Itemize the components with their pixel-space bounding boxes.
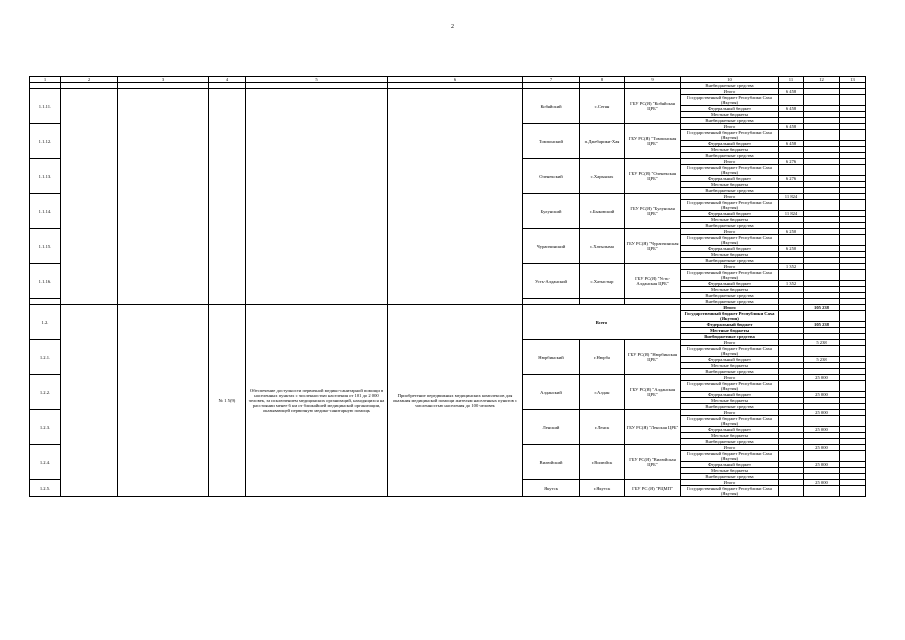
empty-cell [840, 270, 866, 281]
budget-source-label: Федеральный бюджет [681, 357, 779, 363]
budget-source-label: Итого [681, 229, 779, 235]
budget-source-label: Местные бюджеты [681, 328, 779, 334]
amount-cell [779, 165, 804, 176]
budget-source-label: Федеральный бюджет [681, 462, 779, 468]
column-header: 5 [246, 77, 388, 83]
empty-cell [246, 89, 388, 305]
organization-name: ГБУ РС(Я) "Нюрбинская ЦРБ" [625, 340, 681, 375]
empty-cell [840, 451, 866, 462]
amount-cell: 25 000 [804, 392, 840, 398]
budget-source-label: Государственный бюджет Республики Саха (Якутия) [681, 95, 779, 106]
section-id: 1.2. [30, 305, 61, 340]
budget-source-label: Федеральный бюджет [681, 281, 779, 287]
budget-source-label: Итого [681, 305, 779, 311]
amount-cell: 6 458 [779, 124, 804, 130]
total-amount [804, 311, 840, 322]
empty-cell [118, 305, 209, 497]
amount-cell: 25 000 [804, 427, 840, 433]
organization-name: ГБУ РС(Я) "Булунская ЦРБ" [625, 194, 681, 229]
column-header: 10 [681, 77, 779, 83]
district-name: Нюрбинский [523, 340, 580, 375]
district-name: Алданский [523, 375, 580, 410]
amount-cell [804, 486, 840, 497]
amount-cell: 25 000 [804, 410, 840, 416]
locality-name: п.Джебарики-Хая [580, 124, 625, 159]
page-number: 2 [451, 24, 454, 30]
organization-name: ГБУ РС(Я) "Кобяйская ЦРБ" [625, 89, 681, 124]
column-header: 9 [625, 77, 681, 83]
empty-cell [840, 381, 866, 392]
empty-cell [840, 130, 866, 141]
budget-source-label: Итого [681, 445, 779, 451]
column-header: 7 [523, 77, 580, 83]
budget-source-label: Федеральный бюджет [681, 141, 779, 147]
budget-source-label: Государственный бюджет Республики Саха (Якутия) [681, 346, 779, 357]
budget-source-label: Итого [681, 340, 779, 346]
budget-source-label: Федеральный бюджет [681, 322, 779, 328]
amount-cell: 25 000 [804, 375, 840, 381]
amount-cell [779, 200, 804, 211]
budget-source-label: Итого [681, 124, 779, 130]
empty-cell [840, 311, 866, 322]
amount-cell: 6 250 [779, 246, 804, 252]
budget-source-label: Местные бюджеты [681, 433, 779, 439]
budget-source-label: Итого [681, 89, 779, 95]
organization-name: ГБУ РС(Я) "Вилюйская ЦРБ" [625, 445, 681, 480]
budget-source-label: Внебюджетные средства [681, 369, 779, 375]
budget-source-label: Местные бюджеты [681, 363, 779, 369]
empty-cell [840, 235, 866, 246]
budget-source-label: Государственный бюджет Республики Саха (Якутия) [681, 451, 779, 462]
empty-cell [779, 311, 804, 322]
empty-cell [804, 165, 840, 176]
amount-cell: 5 238 [804, 340, 840, 346]
column-header: 3 [118, 77, 209, 83]
locality-name: г.Якутск [580, 480, 625, 497]
amount-cell: 6 458 [779, 89, 804, 95]
budget-source-label: Местные бюджеты [681, 182, 779, 188]
item-id: 1.2.2. [30, 375, 61, 410]
locality-name: с.Быковский [580, 194, 625, 229]
budget-source-label: Внебюджетные средства [681, 404, 779, 410]
budget-source-label: Внебюджетные средства [681, 83, 779, 89]
budget-table [29, 76, 866, 497]
measure-description: Обеспечение доступности первичной медико-санитарной помощи в населенных пунктах с численностью населения от 101 до 2 000 человек, за исключением медицинских организаций, находящихся на расстоянии менее 6 км от ближайшей медицинской организации, оказывающей первичную медико-санитарную помощь [246, 305, 388, 497]
empty-cell [840, 486, 866, 497]
amount-cell [779, 95, 804, 106]
empty-cell [779, 346, 804, 357]
district-name: Якутск [523, 480, 580, 497]
locality-name: г.Нюрба [580, 340, 625, 375]
budget-source-label: Итого [681, 375, 779, 381]
total-amount: 105 238 [804, 322, 840, 328]
budget-source-label: Итого [681, 159, 779, 165]
budget-source-label: Местные бюджеты [681, 287, 779, 293]
empty-cell [118, 89, 209, 305]
item-id: 1.1.11. [30, 89, 61, 124]
item-id: 1.1.12. [30, 124, 61, 159]
amount-cell: 6 276 [779, 176, 804, 182]
item-id: 1.1.13. [30, 159, 61, 194]
district-name: Вилюйский [523, 445, 580, 480]
item-id: 1.1.16. [30, 264, 61, 299]
item-id: 1.2.3. [30, 410, 61, 445]
measure-ref: № 1 5(9) [209, 305, 246, 497]
amount-cell [804, 451, 840, 462]
amount-cell: 6 250 [779, 229, 804, 235]
organization-name: ГБУ РС(Я) "Оленекская ЦРБ" [625, 159, 681, 194]
district-name: Ленский [523, 410, 580, 445]
district-name: Чурапчинский [523, 229, 580, 264]
budget-source-label: Государственный бюджет Республики Саха (Якутия) [681, 235, 779, 246]
item-id: 1.2.4. [30, 445, 61, 480]
budget-source-label: Внебюджетные средства [681, 153, 779, 159]
budget-source-label: Государственный бюджет Республики Саха (Якутия) [681, 416, 779, 427]
empty-cell [61, 89, 118, 305]
empty-cell [61, 305, 118, 497]
budget-source-label: Внебюджетные средства [681, 474, 779, 480]
organization-name: ГБУ РС(Я) "Усть-Алданская ЦРБ" [625, 264, 681, 299]
budget-source-label: Государственный бюджет Республики Саха (Якутия) [681, 130, 779, 141]
column-header: 8 [580, 77, 625, 83]
amount-cell: 6 458 [779, 141, 804, 147]
budget-source-label: Итого [681, 264, 779, 270]
budget-source-label: Местные бюджеты [681, 112, 779, 118]
empty-cell [840, 165, 866, 176]
budget-source-label: Государственный бюджет Республики Саха (Якутия) [681, 311, 779, 322]
district-name: Томпонский [523, 124, 580, 159]
empty-cell [804, 235, 840, 246]
district-name: Усть-Алданский [523, 264, 580, 299]
amount-cell: 11 824 [779, 194, 804, 200]
item-id: 1.1.14. [30, 194, 61, 229]
budget-source-label: Государственный бюджет Республики Саха (Якутия) [681, 486, 779, 497]
budget-source-label: Федеральный бюджет [681, 176, 779, 182]
budget-source-label: Местные бюджеты [681, 252, 779, 258]
budget-source-label: Внебюджетные средства [681, 118, 779, 124]
column-header: 4 [209, 77, 246, 83]
empty-cell [804, 130, 840, 141]
amount-cell: 1 352 [779, 281, 804, 287]
empty-cell [209, 89, 246, 305]
item-id: 1.2.1. [30, 340, 61, 375]
budget-source-label: Федеральный бюджет [681, 211, 779, 217]
budget-source-label: Государственный бюджет Республики Саха (Якутия) [681, 165, 779, 176]
empty-cell [779, 381, 804, 392]
budget-source-label: Внебюджетные средства [681, 439, 779, 445]
district-name: Оленекский [523, 159, 580, 194]
empty-cell [779, 486, 804, 497]
amount-cell: 25 000 [804, 462, 840, 468]
budget-source-label: Федеральный бюджет [681, 246, 779, 252]
total-amount: 105 238 [804, 305, 840, 311]
budget-source-label: Внебюджетные средства [681, 293, 779, 299]
column-header: 6 [388, 77, 523, 83]
locality-name: с.Харыялах [580, 159, 625, 194]
amount-cell: 6 458 [779, 106, 804, 112]
empty-cell [840, 95, 866, 106]
empty-cell [840, 200, 866, 211]
total-label: Всего [523, 305, 681, 340]
amount-cell: 5 238 [804, 357, 840, 363]
item-id: 1.1.15. [30, 229, 61, 264]
organization-name: ГБУ РС(Я) "Томпонская ЦРБ" [625, 124, 681, 159]
empty-cell [840, 416, 866, 427]
amount-cell [804, 381, 840, 392]
amount-cell: 11 824 [779, 211, 804, 217]
amount-cell: 6 276 [779, 159, 804, 165]
budget-source-label: Государственный бюджет Республики Саха (Якутия) [681, 270, 779, 281]
district-name: Кобяйский [523, 89, 580, 124]
budget-source-label: Федеральный бюджет [681, 106, 779, 112]
budget-source-label: Местные бюджеты [681, 398, 779, 404]
organization-name: ГБУ РС(Я) "Алданская ЦРБ" [625, 375, 681, 410]
column-header: 13 [840, 77, 866, 83]
locality-name: г.Вилюйск [580, 445, 625, 480]
budget-source-label: Государственный бюджет Республики Саха (Якутия) [681, 381, 779, 392]
empty-cell [804, 95, 840, 106]
locality-name: с.Сегян [580, 89, 625, 124]
column-header: 1 [30, 77, 61, 83]
organization-name: ГБУ РС(Я) "Чурапчинская ЦРБ" [625, 229, 681, 264]
item-id: 1.2.5. [30, 480, 61, 497]
organization-name: ГБУ РС (Я) "РЦМП" [625, 480, 681, 497]
locality-name: г.Алдан [580, 375, 625, 410]
action-description: Приобретение передвижных медицинских комплексов для оказания медицинской помощи жителям населенных пунктов с численностью населения до 100 человек [388, 305, 523, 497]
district-name: Булунский [523, 194, 580, 229]
amount-cell: 25 000 [804, 480, 840, 486]
empty-cell [840, 346, 866, 357]
empty-cell [804, 270, 840, 281]
empty-cell [779, 451, 804, 462]
amount-cell [804, 346, 840, 357]
budget-source-label: Внебюджетные средства [681, 334, 779, 340]
budget-source-label: Итого [681, 480, 779, 486]
budget-source-label: Внебюджетные средства [681, 188, 779, 194]
empty-cell [388, 89, 523, 305]
budget-source-label: Местные бюджеты [681, 147, 779, 153]
amount-cell [779, 130, 804, 141]
locality-name: с.Хатылыма [580, 229, 625, 264]
budget-source-label: Местные бюджеты [681, 468, 779, 474]
budget-source-label: Внебюджетные средства [681, 223, 779, 229]
amount-cell [804, 416, 840, 427]
organization-name: ГБУ РС(Я) "Ленская ЦРБ" [625, 410, 681, 445]
budget-source-label: Итого [681, 194, 779, 200]
empty-cell [779, 416, 804, 427]
amount-cell: 1 352 [779, 264, 804, 270]
column-header: 12 [804, 77, 840, 83]
budget-source-label: Федеральный бюджет [681, 427, 779, 433]
budget-source-label: Итого [681, 410, 779, 416]
budget-source-label: Внебюджетные средства [681, 258, 779, 264]
amount-cell [779, 235, 804, 246]
empty-cell [804, 200, 840, 211]
budget-source-label: Государственный бюджет Республики Саха (Якутия) [681, 200, 779, 211]
budget-source-label: Местные бюджеты [681, 217, 779, 223]
budget-source-label: Внебюджетные средства [681, 299, 779, 305]
budget-source-label: Федеральный бюджет [681, 392, 779, 398]
column-header: 11 [779, 77, 804, 83]
locality-name: г.Ленск [580, 410, 625, 445]
amount-cell [779, 270, 804, 281]
amount-cell: 25 000 [804, 445, 840, 451]
locality-name: с.Хатыстыр [580, 264, 625, 299]
column-header: 2 [61, 77, 118, 83]
